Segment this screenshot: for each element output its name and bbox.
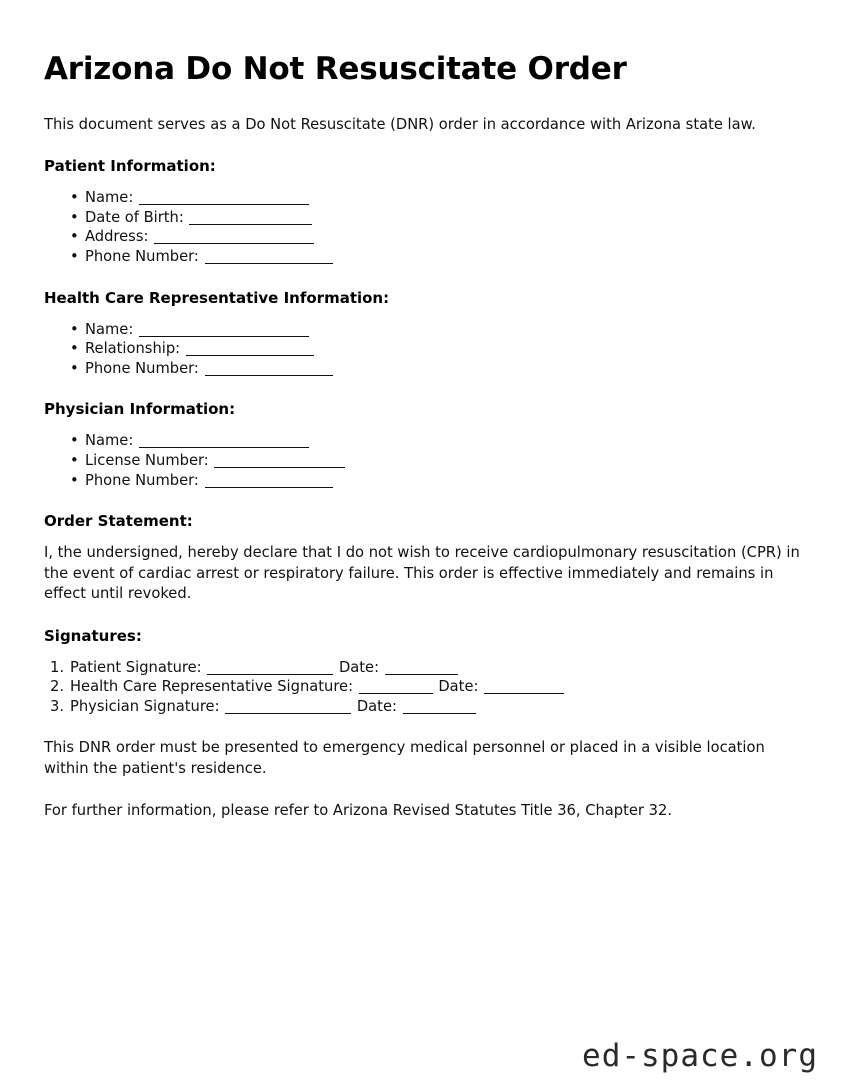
fill-in-blank-patient-phone[interactable] [205,252,333,264]
fill-in-blank-representative-relationship[interactable] [186,344,314,356]
field-label: Phone Number: [85,359,199,377]
fill-in-blank-physician-license[interactable] [214,456,345,468]
fill-in-blank-physician-name[interactable] [139,436,309,448]
list-item [85,320,804,340]
fill-in-blank-patient-signature[interactable] [207,663,333,675]
list-item [70,658,804,678]
field-label: Date of Birth: [85,208,184,226]
physician-information-field-list [44,431,804,490]
signature-label: Health Care Representative Signature: [70,678,354,696]
date-label: Date: [356,697,397,715]
site-watermark: ed-space.org [582,1038,818,1074]
document-content [44,52,804,844]
field-label: Name: [85,320,134,338]
field-label: Relationship: [85,340,181,358]
closing-notice-paragraph: This DNR order must be presented to emergency medical personnel or placed in a visible location within the patient's residence. [44,739,765,777]
date-label: Date: [338,658,380,676]
fill-in-blank-patient-name[interactable] [139,193,309,205]
list-item [85,208,804,228]
fill-in-blank-representative-name[interactable] [139,325,309,337]
field-label: Address: [85,228,149,246]
signature-label: Patient Signature: [70,658,202,676]
signature-list [44,658,804,717]
fill-in-blank-representative-signature[interactable] [359,682,433,694]
representative-information-field-list [44,320,804,379]
order-statement-body: I, the undersigned, hereby declare that I do not wish to receive cardiopulmonary resuscitation (CPR) in the event of cardiac arrest or respiratory failure. This order is effective immediately and remains in effect until revoked. [44,544,800,603]
section-heading-signatures: Signatures: [44,626,142,645]
patient-information-field-list [44,188,804,266]
list-item [85,471,804,491]
list-item [70,677,804,697]
list-item [85,451,804,471]
section-heading-physician-information: Physician Information: [44,400,236,419]
section-heading-order-statement: Order Statement: [44,512,193,531]
field-label: License Number: [85,451,209,469]
fill-in-blank-physician-phone[interactable] [205,476,333,488]
list-item [85,188,804,208]
fill-in-blank-representative-signature-date[interactable] [484,682,564,694]
field-label: Name: [85,432,134,450]
fill-in-blank-patient-dob[interactable] [189,213,312,225]
list-item [70,697,804,717]
fill-in-blank-patient-address[interactable] [154,232,314,244]
signature-label: Physician Signature: [70,697,220,715]
field-label: Phone Number: [85,248,199,265]
fill-in-blank-patient-signature-date[interactable] [385,663,458,675]
page-title: Arizona Do Not Resuscitate Order [44,51,627,87]
intro-paragraph: This document serves as a Do Not Resuscitate (DNR) order in accordance with Arizona state law. [44,115,756,133]
fill-in-blank-physician-signature[interactable] [225,702,351,714]
statute-reference-paragraph: For further information, please refer to Arizona Revised Statutes Title 36, Chapter 32. [44,802,672,820]
fill-in-blank-physician-signature-date[interactable] [403,702,476,714]
section-heading-patient-information: Patient Information: [44,157,216,176]
field-label: Name: [85,189,134,207]
list-item [85,339,804,359]
list-item [85,247,804,267]
list-item [85,227,804,247]
section-heading-representative-information: Health Care Representative Information: [44,288,390,307]
list-item [85,359,804,379]
date-label: Date: [438,678,479,696]
field-label: Phone Number: [85,471,199,489]
fill-in-blank-representative-phone[interactable] [205,364,333,376]
list-item [85,431,804,451]
